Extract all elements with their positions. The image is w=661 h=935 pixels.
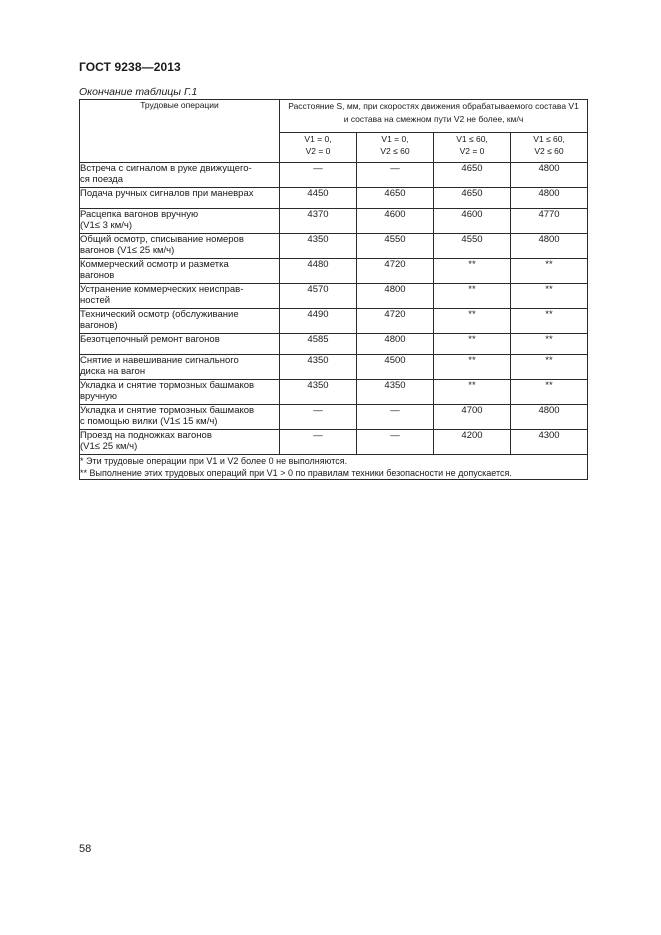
header-distance-line1: Расстояние S, мм, при скоростях движения обрабатываемого состава V1 <box>288 101 579 111</box>
document-title: ГОСТ 9238—2013 <box>79 60 181 74</box>
header-speed-col-4 <box>511 132 588 162</box>
speed-col-2-line2: V2 ≤ 60 <box>380 145 410 156</box>
value-cell: 4800 <box>511 405 588 430</box>
table-row <box>80 355 588 380</box>
value-cell: 4585 <box>280 334 357 355</box>
table-row <box>80 334 588 355</box>
value-cell: ** <box>511 309 588 334</box>
header-operations: Трудовые операции <box>80 100 280 163</box>
operation-cell: Укладка и снятие тормозных башмаков вручную <box>80 380 280 405</box>
table-caption: Окончание таблицы Г.1 <box>79 86 198 98</box>
operation-cell: Укладка и снятие тормозных башмаков с помощью вилки (V1≤ 15 км/ч) <box>80 405 280 430</box>
value-cell: 4350 <box>280 234 357 259</box>
value-cell: 4570 <box>280 284 357 309</box>
value-cell: ** <box>511 380 588 405</box>
value-cell: 4800 <box>511 163 588 188</box>
speed-col-1-line1: V1 = 0, <box>304 133 332 144</box>
table-row <box>80 188 588 209</box>
table-row <box>80 309 588 334</box>
value-cell: 4500 <box>357 355 434 380</box>
value-cell: ** <box>434 334 511 355</box>
value-cell: ** <box>511 259 588 284</box>
speed-col-1-line2: V2 = 0 <box>305 145 331 156</box>
header-speed-col-2 <box>357 132 434 162</box>
table-row <box>80 259 588 284</box>
value-cell: ** <box>434 309 511 334</box>
value-cell: ** <box>511 334 588 355</box>
table-row <box>80 380 588 405</box>
value-cell: 4720 <box>357 259 434 284</box>
table-row <box>80 234 588 259</box>
value-cell: 4600 <box>357 209 434 234</box>
distance-table <box>79 99 588 480</box>
value-cell: ** <box>434 355 511 380</box>
table-row <box>80 405 588 430</box>
value-cell: — <box>280 163 357 188</box>
value-cell: 4370 <box>280 209 357 234</box>
footnote-2: ** Выполнение этих трудовых операций при V1 > 0 по правилам техники безопасности не допускается. <box>80 468 512 478</box>
value-cell: 4650 <box>434 163 511 188</box>
operation-cell: Коммерческий осмотр и разметка вагонов <box>80 259 280 284</box>
speed-col-4-line2: V2 ≤ 60 <box>534 145 564 156</box>
operation-cell: Общий осмотр, списывание номеров вагонов (V1≤ 25 км/ч) <box>80 234 280 259</box>
footnotes-cell <box>80 455 588 480</box>
operation-cell: Снятие и навешивание сигнального диска на вагон <box>80 355 280 380</box>
value-cell: ** <box>511 284 588 309</box>
value-cell: ** <box>511 355 588 380</box>
speed-col-3-line2: V2 = 0 <box>459 145 485 156</box>
operation-cell: Расцепка вагонов вручную (V1≤ 3 км/ч) <box>80 209 280 234</box>
value-cell: — <box>280 430 357 455</box>
value-cell: ** <box>434 380 511 405</box>
value-cell: 4350 <box>357 380 434 405</box>
operation-cell: Устранение коммерческих неисправ- ностей <box>80 284 280 309</box>
table-row <box>80 209 588 234</box>
header-speed-col-1 <box>280 132 357 162</box>
table-row <box>80 284 588 309</box>
page-number: 58 <box>79 843 92 855</box>
value-cell: 4300 <box>511 430 588 455</box>
operation-cell: Проезд на подножках вагонов (V1≤ 25 км/ч) <box>80 430 280 455</box>
value-cell: 4600 <box>434 209 511 234</box>
value-cell: 4450 <box>280 188 357 209</box>
table-row <box>80 163 588 188</box>
value-cell: 4650 <box>434 188 511 209</box>
operation-cell: Подача ручных сигналов при маневрах <box>80 188 280 209</box>
value-cell: 4350 <box>280 355 357 380</box>
value-cell: 4490 <box>280 309 357 334</box>
header-distance-line2: и состава на смежном пути V2 не более, км/ч <box>343 114 524 124</box>
value-cell: 4800 <box>357 334 434 355</box>
value-cell: 4350 <box>280 380 357 405</box>
footnote-1: * Эти трудовые операции при V1 и V2 более 0 не выполняются. <box>80 456 348 466</box>
operation-cell: Технический осмотр (обслуживание вагонов) <box>80 309 280 334</box>
value-cell: ** <box>434 259 511 284</box>
value-cell: ** <box>434 284 511 309</box>
value-cell: 4800 <box>511 234 588 259</box>
value-cell: 4550 <box>357 234 434 259</box>
header-speed-col-3 <box>434 132 511 162</box>
value-cell: 4550 <box>434 234 511 259</box>
value-cell: 4700 <box>434 405 511 430</box>
value-cell: 4720 <box>357 309 434 334</box>
value-cell: 4800 <box>357 284 434 309</box>
speed-col-2-line1: V1 = 0, <box>381 133 409 144</box>
speed-col-4-line1: V1 ≤ 60, <box>533 133 565 144</box>
table-row <box>80 430 588 455</box>
value-cell: — <box>357 163 434 188</box>
value-cell: — <box>357 430 434 455</box>
value-cell: 4770 <box>511 209 588 234</box>
footnote-row <box>80 455 588 480</box>
value-cell: 4200 <box>434 430 511 455</box>
value-cell: 4800 <box>511 188 588 209</box>
value-cell: 4480 <box>280 259 357 284</box>
operation-cell: Встреча с сигналом в руке движущего- ся поезда <box>80 163 280 188</box>
value-cell: — <box>357 405 434 430</box>
header-distance <box>280 100 588 133</box>
operation-cell: Безотцепочный ремонт вагонов <box>80 334 280 355</box>
value-cell: — <box>280 405 357 430</box>
speed-col-3-line1: V1 ≤ 60, <box>456 133 488 144</box>
value-cell: 4650 <box>357 188 434 209</box>
